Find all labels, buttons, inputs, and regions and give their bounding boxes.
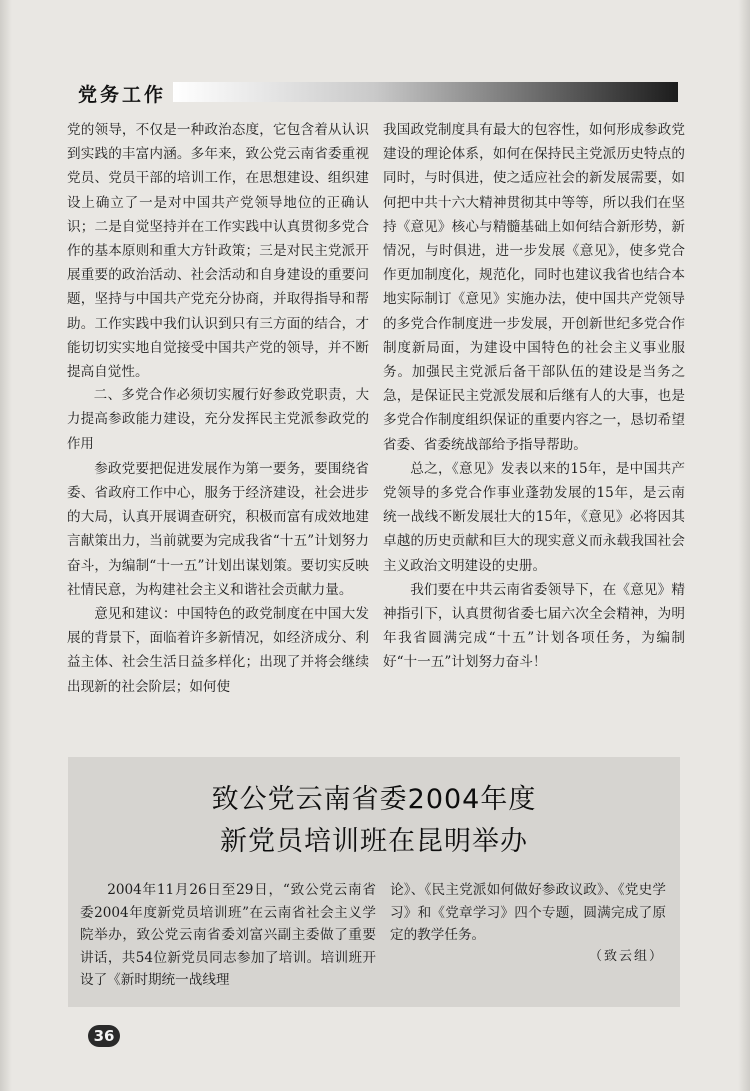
- article-paragraph: 我国政党制度具有最大的包容性，如何形成参政党建设的理论体系，如何在保持民主党派历史特点的同时，与时俱进，使之适应社会的新发展需要，如何把中共十六大精神贯彻其中等等，所以我们在坚持《意见》核心与精髓基础上如何结合新形势，新情况，与时俱进，进一步发展《意见》，使多党合作更加制度化，规范化，同时也建议我省也结合本地实际制订《意见》实施办法，使中国共产党领导的多党合作制度进一步发展，开创新世纪多党合作制度新局面，为建设中国特色的社会主义事业服务。加强民主党派后备干部队伍的建设是当务之急，是保证民主党派发展和后继有人的大事，也是多党合作制度组织保证的重要内容之一，恳切希望省委、省委统战部给予指导帮助。: [383, 122, 685, 453]
- news-signature: （致云组）: [588, 949, 664, 964]
- article-paragraph: 意见和建议：中国特色的政党制度在中国大发展的背景下，面临着许多新情况，如经济成分、利益主体、社会生活日益多样化；出现了并将会继续出现新的社会阶层；如何使: [67, 606, 369, 695]
- article-paragraph: 参政党要把促进发展作为第一要务，要围绕省委、省政府工作中心，服务于经济建设，社会进步的大局，认真开展调查研究，积极而富有成效地建言献策出力，当前就要为完成我省“十五”计划努力奋斗，为编制“十一五”计划出谋划策。要切实反映社情民意，为构建社会主义和谐社会贡献力量。: [67, 460, 369, 598]
- article-body: [67, 118, 685, 730]
- page-edge-left: [0, 0, 12, 1091]
- article-subheading: 二、多党合作必须切实履行好参政党职责，大力提高参政能力建设，充分发挥民主党派参政党的作用: [67, 388, 369, 452]
- page-number-badge: 36: [88, 1025, 120, 1047]
- news-paragraph: 论》、《民主党派如何做好参政议政》、《党史学习》和《党章学习》四个专题，圆满完成了原定的教学任务。: [390, 882, 666, 944]
- article-paragraph: 总之，《意见》发表以来的15年，是中国共产党领导的多党合作事业蓬勃发展的15年，是云南统一战线不断发展壮大的15年，《意见》必将因其卓越的历史贡献和巨大的现实意义而永载我国社会主义政治文明建设的史册。: [383, 460, 685, 574]
- news-box: [68, 757, 680, 1007]
- news-title-line2: 新党员培训班在昆明举办: [220, 826, 528, 857]
- article-paragraph: 党的领导，不仅是一种政治态度，它包含着从认识到实践的丰富内涵。多年来，致公党云南省委重视党员、党员干部的培训工作，在思想建设、组织建设上确立了一是对中国共产党领导地位的正确认识；二是自觉坚持并在工作实践中认真贯彻多党合作的基本原则和重大方针政策；三是对民主党派开展重要的政治活动、社会活动和自身建设的重要问题，坚持与中国共产党充分协商，并取得指导和帮助。工作实践中我们认识到只有三方面的结合，才能切切实实地自觉接受中国共产党的领导，并不断提高自觉性。: [67, 122, 369, 381]
- news-left-column: [80, 879, 376, 992]
- article-left-column: [67, 118, 369, 699]
- news-right-column: [390, 879, 666, 947]
- page-header: [78, 80, 678, 106]
- news-title-line1: 致公党云南省委2004年度: [211, 784, 537, 815]
- article-right-column: [383, 118, 685, 675]
- page-edge-right: [738, 0, 750, 1091]
- section-label: 党务工作: [78, 84, 167, 106]
- news-paragraph: 2004年11月26日至29日，“致公党云南省委2004年度新党员培训班”在云南省社会主义学院举办，致公党云南省委刘富兴副主委做了重要讲话，共54位新党员同志参加了培训。培训班开设了《新时期统一战线理: [80, 882, 376, 989]
- header-gradient-bar: [173, 82, 678, 102]
- article-paragraph: 我们要在中共云南省委领导下，在《意见》精神指引下，认真贯彻省委七届六次全会精神，为明年我省圆满完成“十五”计划各项任务，为编制好“十一五”计划努力奋斗！: [383, 581, 685, 671]
